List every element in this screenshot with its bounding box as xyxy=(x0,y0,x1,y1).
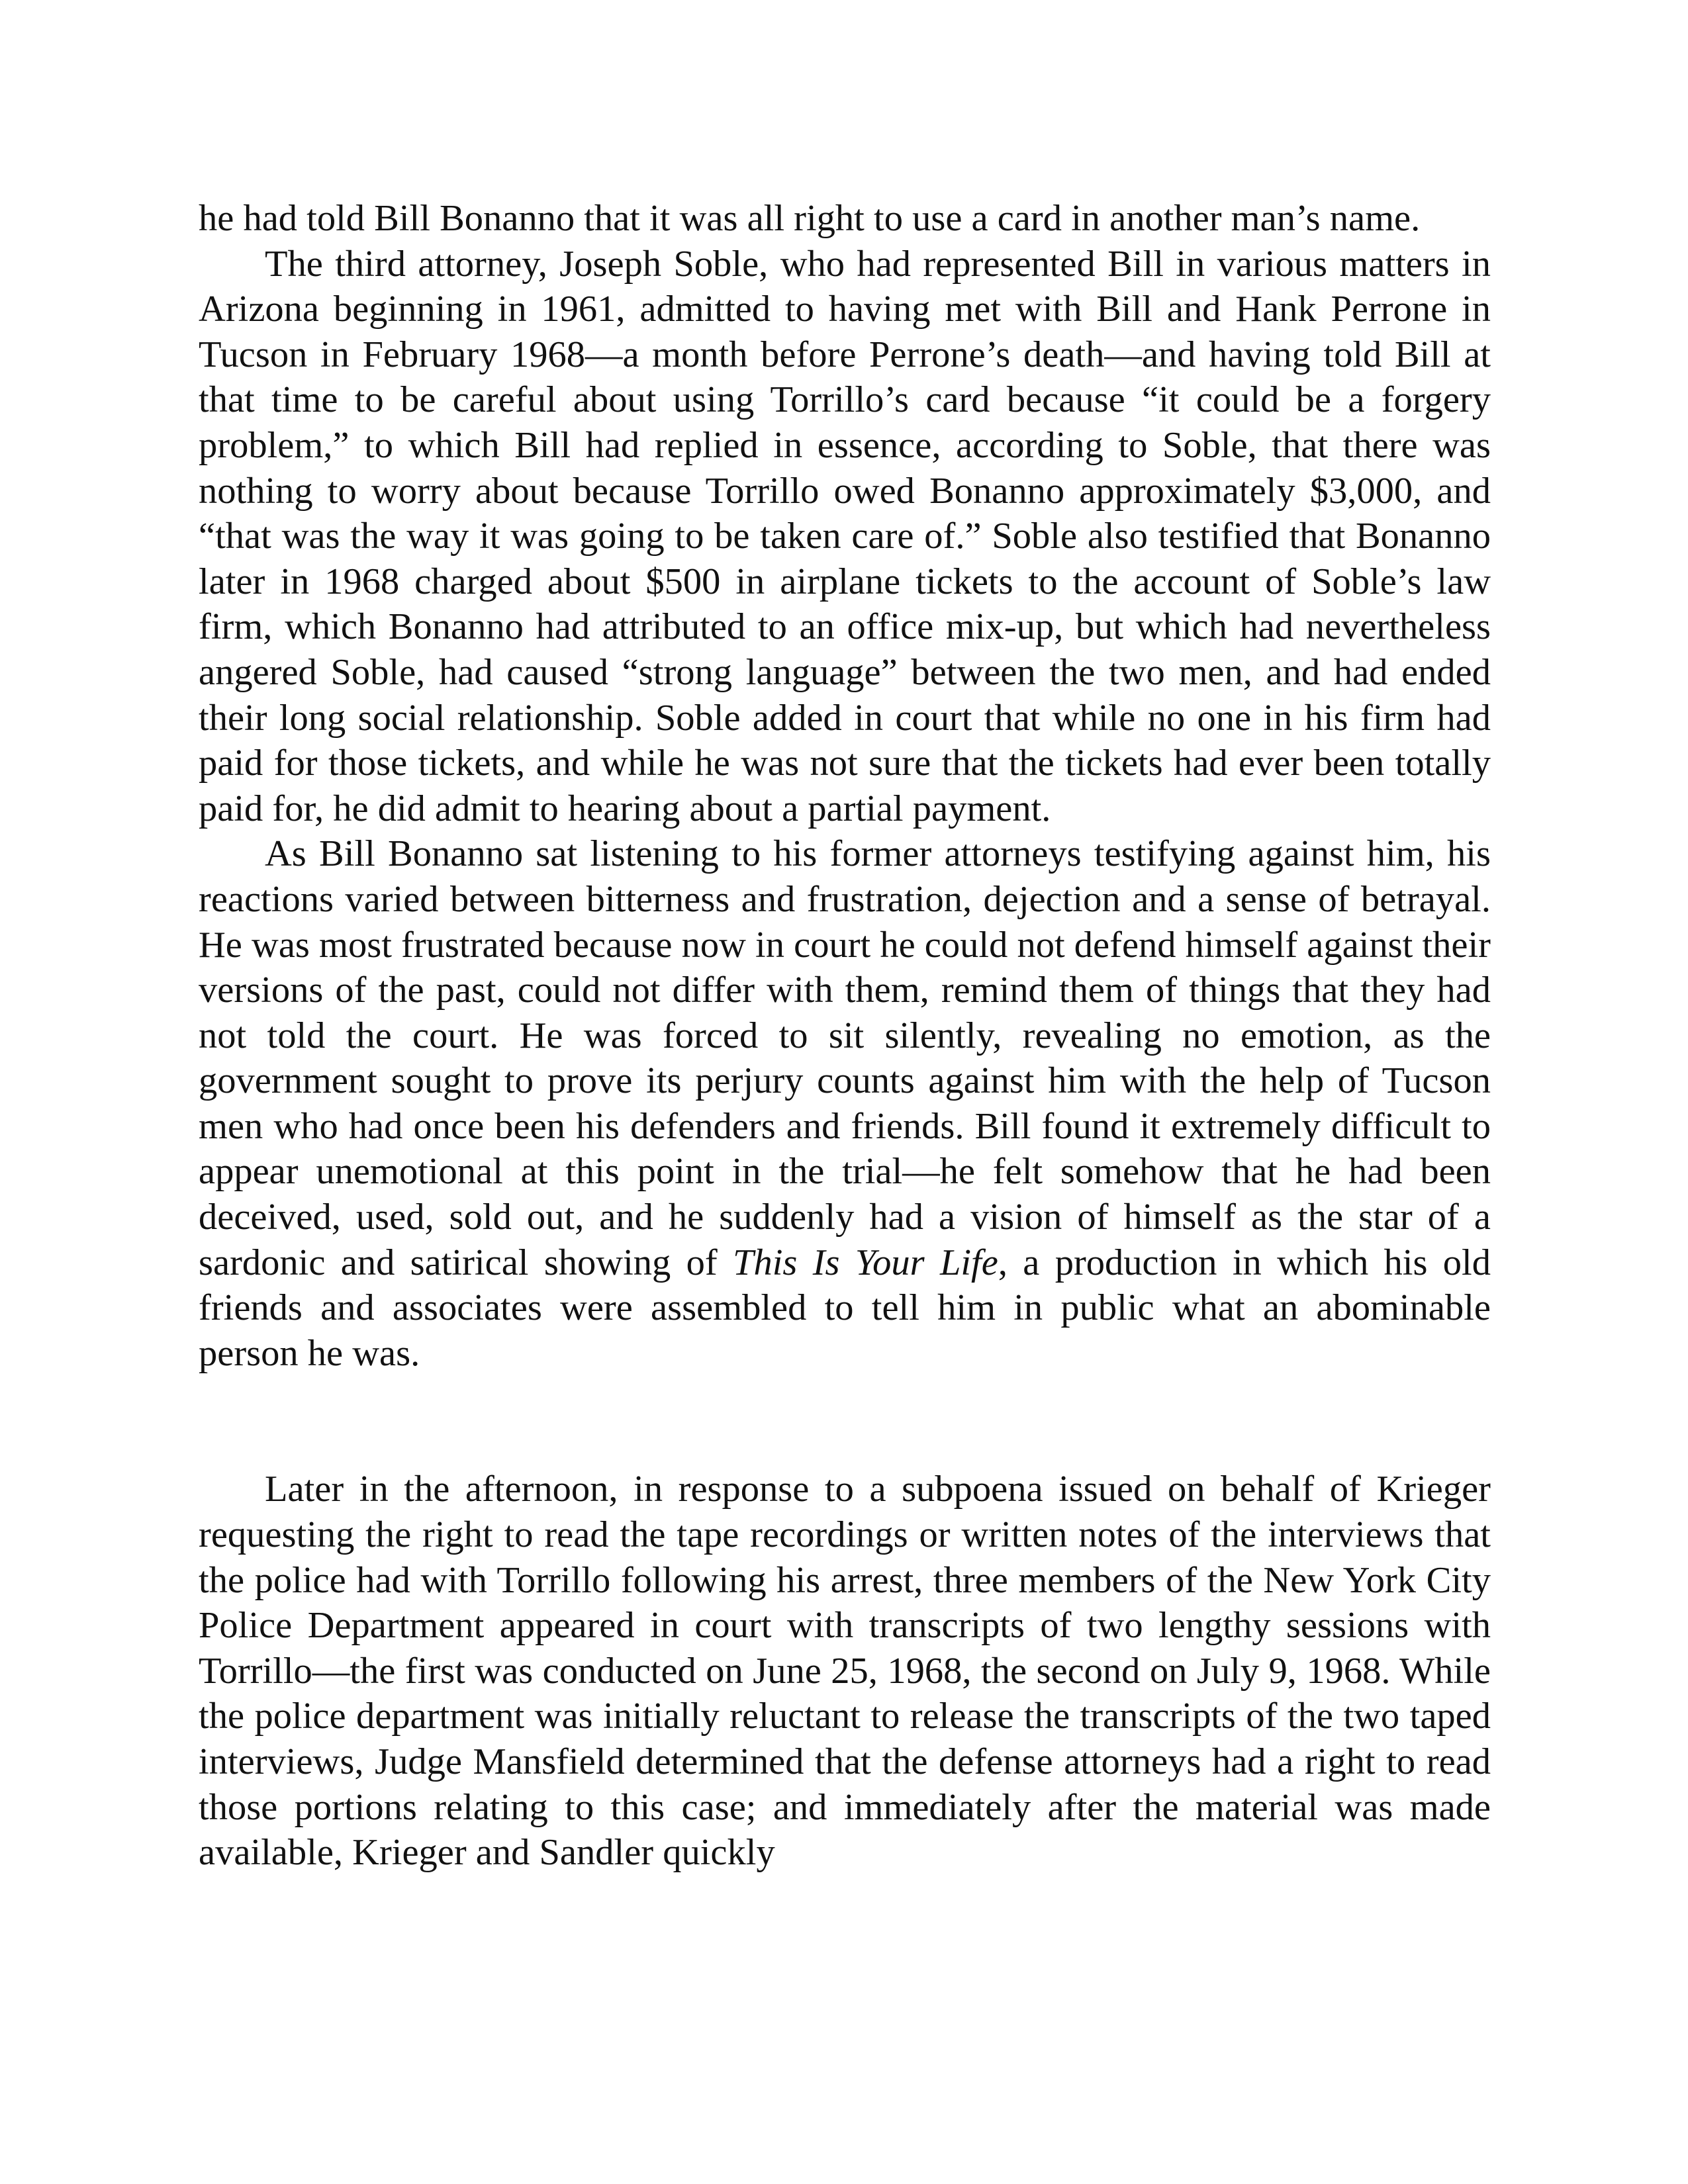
paragraph-4: Later in the afternoon, in response to a subpoena issued on behalf of Krieger requesting the right to read the tape recordings or written notes of the interviews that the police had with Torrillo following his arrest, three members of the New York City Police Department appeared in court with transcripts of two lengthy sessions with Torrillo—the first was conducted on June 25, 1968, the second on July 9, 1968. While the police department was initially reluctant to release the transcripts of the two taped interviews, Judge Mansfield determined that the defense attorneys had a right to read those portions relating to this case; and immediately after the material was made available, Krieger and Sandler quickly xyxy=(199,1469,1491,1874)
paragraph-2: The third attorney, Joseph Soble, who had represented Bill in various matters in Arizona beginning in 1961, admitted to having met with Bill and Hank Perrone in Tucson in February 1968—a month before Perrone’s death—and having told Bill at that time to be careful about using Torrillo’s card because “it could be a forgery problem,” to which Bill had replied in essence, according to Soble, that there was nothing to worry about because Torrillo owed Bonanno approximately $3,000, and “that was the way it was going to be taken care of.” Soble also testified that Bonanno later in 1968 charged about $500 in airplane tickets to the account of Soble’s law firm, which Bonanno had attributed to an office mix-up, but which had nevertheless angered Soble, had caused “strong language” between the two men, and had ended their long social relationship. Soble added in court that while no one in his firm had paid for those tickets, and while he was not sure that the tickets had ever been totally paid for, he did admit to hearing about a partial payment. xyxy=(199,243,1491,829)
section-break xyxy=(199,1376,1491,1467)
paragraph-1: he had told Bill Bonanno that it was all right to use a card in another man’s name. xyxy=(199,198,1421,239)
paragraph-3-text-before: As Bill Bonanno sat listening to his former attorneys testifying against him, his reactions varied between bitterness and frustration, dejection and a sense of betrayal. He was most frustrated because now in court he could not defend himself against their versions of the past, could not differ with them, remind them of things that they had not told the court. He was forced to sit silently, revealing no emotion, as the government sought to prove its perjury counts against him with the help of Tucson men who had once been his defenders and friends. Bill found it extremely difficult to appear unemotional at this point in the trial—he felt somehow that he had been deceived, used, sold out, and he suddenly had a vision of himself as the star of a sardonic and satirical showing of xyxy=(199,833,1491,1283)
paragraph-3 xyxy=(199,831,1491,1376)
paragraph-3-italic-title: This Is Your Life xyxy=(733,1242,998,1283)
document-page xyxy=(199,196,1491,1876)
paragraph-3-text-after: , a production in which his old friends and associates were assembled to tell him in public what an abominable person he was. xyxy=(199,1242,1491,1374)
